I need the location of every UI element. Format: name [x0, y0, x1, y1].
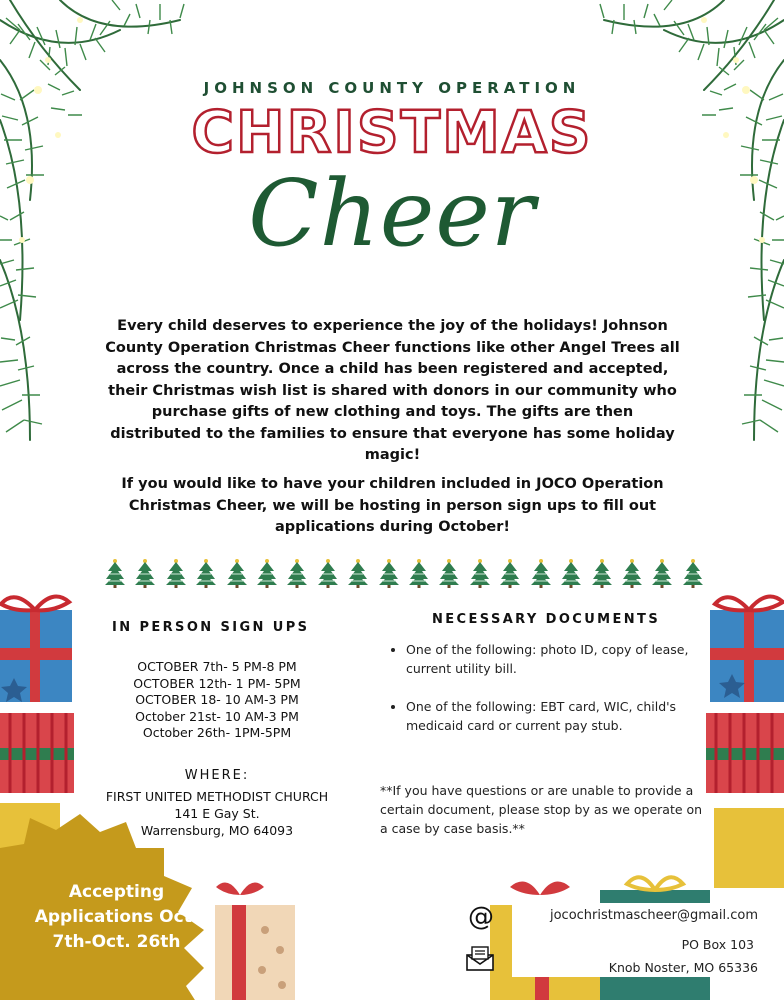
signup-paragraph: If you would like to have your children included in JOCO Operation Christmas Cheer, we will be hosting in person sign ups to fill out applications during October!	[121, 476, 664, 535]
application-badge-text: Accepting Applications Oct. 7th-Oct. 26th	[34, 882, 199, 952]
tree-icon	[682, 558, 704, 588]
location-name: FIRST UNITED METHODIST CHURCH	[105, 789, 329, 804]
documents-list	[388, 640, 698, 754]
signup-date: OCTOBER 12th- 1 PM- 5PM	[133, 675, 301, 691]
tree-icon	[256, 558, 278, 588]
contact-city: Knob Noster, MO 65336	[608, 960, 758, 975]
at-sign-icon: @	[468, 902, 494, 932]
tree-icon	[621, 558, 643, 588]
tree-icon	[408, 558, 430, 588]
tree-icon	[226, 558, 248, 588]
tree-icon	[317, 558, 339, 588]
gift-stack-right	[704, 588, 784, 888]
tree-icon	[591, 558, 613, 588]
document-item: • One of the following: EBT card, WIC, child's medicaid card or current pay stub.	[406, 697, 698, 735]
tree-icon	[438, 558, 460, 588]
signup-date: OCTOBER 18- 10 AM-3 PM	[135, 692, 299, 707]
tree-icon	[347, 558, 369, 588]
flyer-subtitle: Cheer	[248, 160, 536, 267]
tree-icon	[651, 558, 673, 588]
tree-icon	[195, 558, 217, 588]
tree-divider	[104, 558, 704, 588]
tree-icon	[165, 558, 187, 588]
mail-icon	[465, 945, 495, 971]
tree-icon	[499, 558, 521, 588]
signup-dates	[112, 659, 322, 742]
signup-date: October 21st- 10 AM-3 PM	[135, 708, 299, 724]
intro-paragraph: Every child deserves to experience the joy of the holidays! Johnson County Operation Christmas Cheer functions like other Angel Trees all across the country. Once a child has been registered and accepted, their Christmas wish list is shared with donors in our community who purchase gifts of new clothing and toys. The gifts are then distributed to the families to ensure that everyone has some holiday magic!	[105, 318, 680, 463]
signup-date: OCTOBER 7th- 5 PM-8 PM	[137, 659, 297, 674]
contact-po-box: PO Box 103	[681, 937, 754, 952]
signup-date: October 26th- 1PM-5PM	[142, 725, 292, 740]
documents-heading: NECESSARY DOCUMENTS	[432, 612, 661, 627]
documents-note: **If you have questions or are unable to provide a certain document, please stop by as we operate on a case by case basis.**	[380, 783, 703, 836]
tree-icon	[469, 558, 491, 588]
flyer-title: CHRISTMAS	[191, 98, 593, 166]
tree-icon	[560, 558, 582, 588]
location-city: Warrensburg, MO 64093	[140, 823, 294, 838]
where-label: WHERE:	[184, 768, 250, 783]
tree-icon	[286, 558, 308, 588]
signups-heading: IN PERSON SIGN UPS	[112, 620, 310, 635]
tree-icon	[104, 558, 126, 588]
tree-icon	[134, 558, 156, 588]
tree-icon	[378, 558, 400, 588]
document-item: • One of the following: photo ID, copy of lease, current utility bill.	[406, 640, 698, 678]
contact-email[interactable]: jocochristmascheer@gmail.com	[549, 908, 758, 923]
organization-name: JOHNSON COUNTY OPERATION	[203, 79, 581, 97]
location-street: 141 E Gay St.	[174, 806, 260, 821]
tree-icon	[530, 558, 552, 588]
